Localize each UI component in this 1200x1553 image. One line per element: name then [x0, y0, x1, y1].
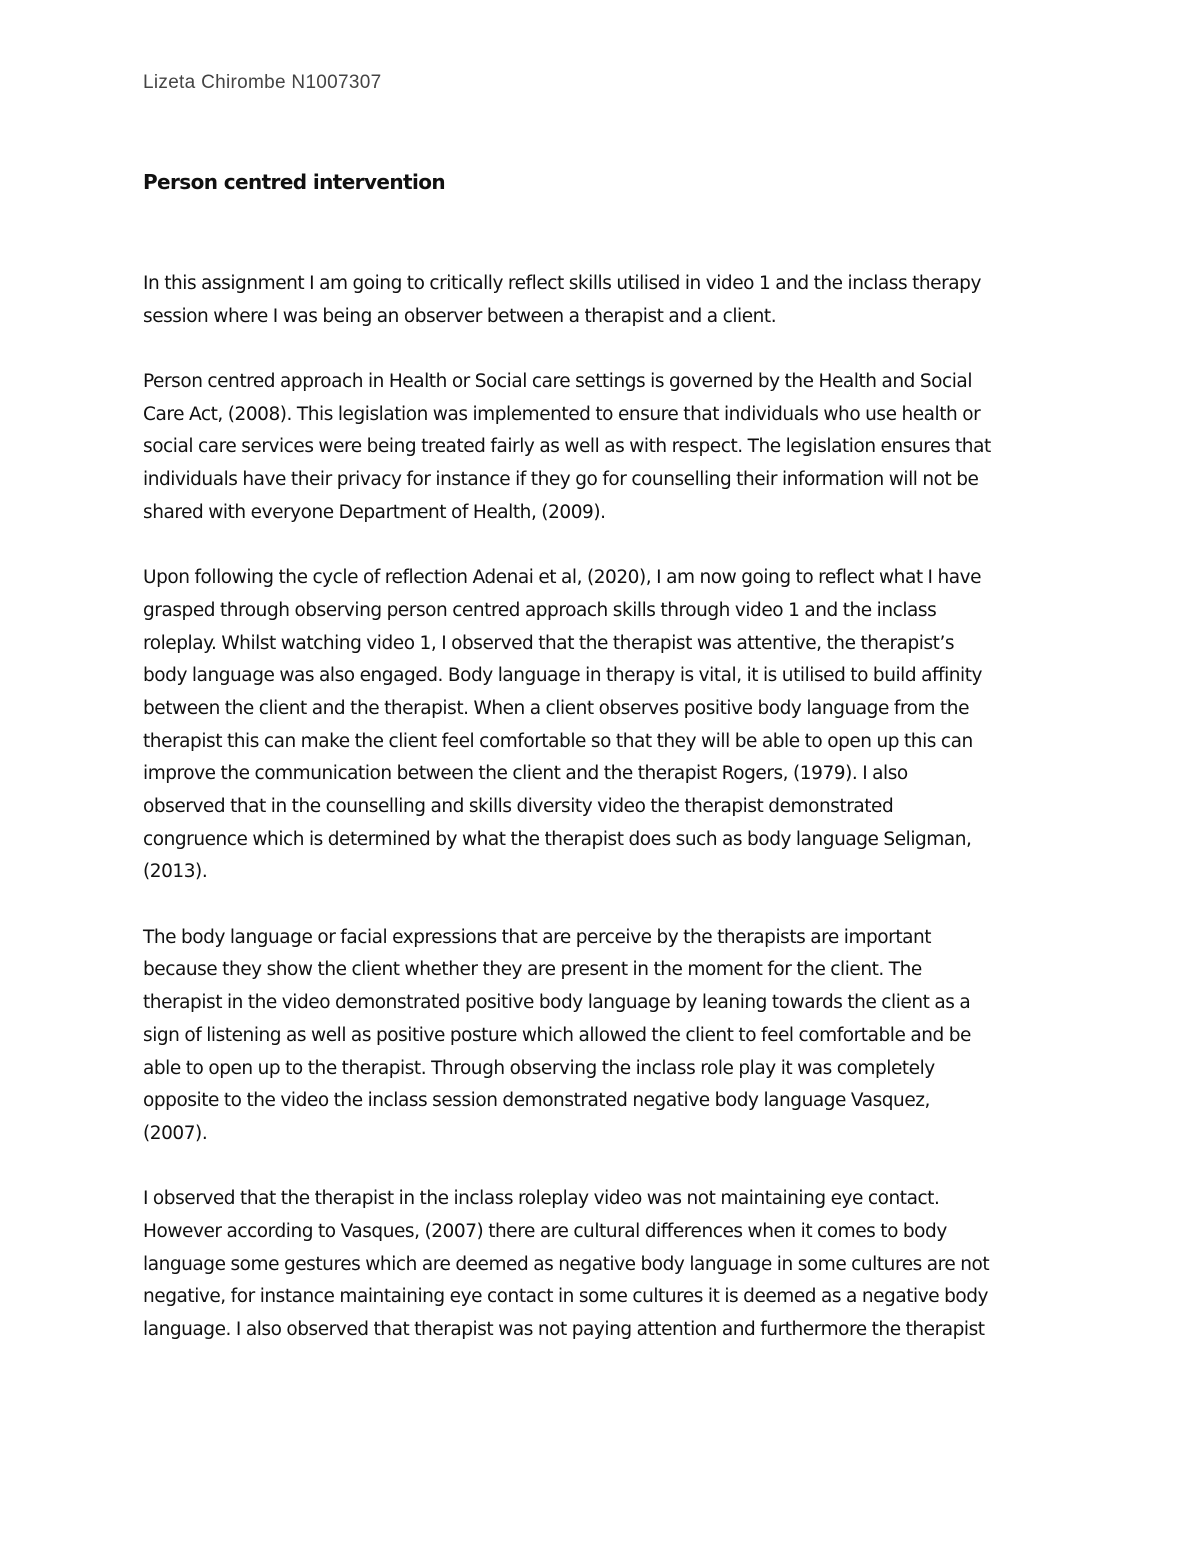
text-line: roleplay. Whilst watching video 1, I observed that the therapist was attentive, the therapist’s: [143, 632, 955, 654]
text-line: Person centred approach in Health or Social care settings is governed by the Health and Social: [143, 371, 973, 393]
text-line: body language was also engaged. Body language in therapy is vital, it is utilised to build affinity: [143, 665, 983, 687]
text-line: In this assignment I am going to critically reflect skills utilised in video 1 and the inclass therapy: [143, 273, 981, 294]
paragraph: [143, 366, 1073, 529]
document-body: [143, 268, 1073, 1379]
text-line: observed that in the counselling and skills diversity video the therapist demonstrated: [143, 796, 894, 817]
text-line: sign of listening as well as positive posture which allowed the client to feel comfortable and be: [143, 1024, 971, 1046]
text-line: social care services were being treated fairly as well as with respect. The legislation ensures that: [143, 436, 991, 458]
text-line: language. I also observed that therapist was not paying attention and furthermore the therapist: [143, 1319, 985, 1340]
text-line: because they show the client whether they are present in the moment for the client. The: [143, 959, 922, 981]
text-line: Care Act, (2008). This legislation was implemented to ensure that individuals who use health or: [143, 403, 981, 425]
paragraph: [143, 268, 1073, 333]
text-line: (2013).: [143, 861, 208, 883]
text-line: congruence which is determined by what the therapist does such as body language Seligman,: [143, 828, 972, 850]
text-line: I observed that the therapist in the inclass roleplay video was not maintaining eye contact.: [143, 1188, 940, 1210]
text-line: negative, for instance maintaining eye contact in some cultures it is deemed as a negative body: [143, 1286, 989, 1308]
text-line: language some gestures which are deemed as negative body language in some cultures are not: [143, 1253, 990, 1275]
text-line: therapist in the video demonstrated positive body language by leaning towards the client as a: [143, 992, 971, 1014]
text-line: able to open up to the therapist. Through observing the inclass role play it was completely: [143, 1057, 935, 1079]
text-line: The body language or facial expressions that are perceive by the therapists are important: [143, 926, 932, 948]
text-line: between the client and the therapist. When a client observes positive body language from the: [143, 697, 970, 719]
text-line: shared with everyone Department of Health, (2009).: [143, 501, 606, 523]
text-line: (2007).: [143, 1122, 208, 1144]
text-line: Upon following the cycle of reflection Adenai et al, (2020), I am now going to reflect what I have: [143, 567, 982, 589]
text-line: therapist this can make the client feel comfortable so that they will be able to open up this can: [143, 730, 973, 752]
paragraph: [143, 1183, 1073, 1346]
document-title: Person centred intervention: [143, 170, 445, 194]
text-line: opposite to the video the inclass session demonstrated negative body language Vasquez,: [143, 1090, 930, 1112]
paragraph: [143, 922, 1073, 1151]
paragraph: [143, 562, 1073, 889]
author-header: Lizeta Chirombe N1007307: [143, 72, 382, 93]
text-line: individuals have their privacy for instance if they go for counselling their information will not be: [143, 469, 979, 491]
text-line: However according to Vasques, (2007) there are cultural differences when it comes to body: [143, 1220, 947, 1242]
text-line: grasped through observing person centred approach skills through video 1 and the inclass: [143, 599, 937, 621]
text-line: improve the communication between the client and the therapist Rogers, (1979). I also: [143, 763, 908, 785]
text-line: session where I was being an observer between a therapist and a client.: [143, 305, 777, 327]
